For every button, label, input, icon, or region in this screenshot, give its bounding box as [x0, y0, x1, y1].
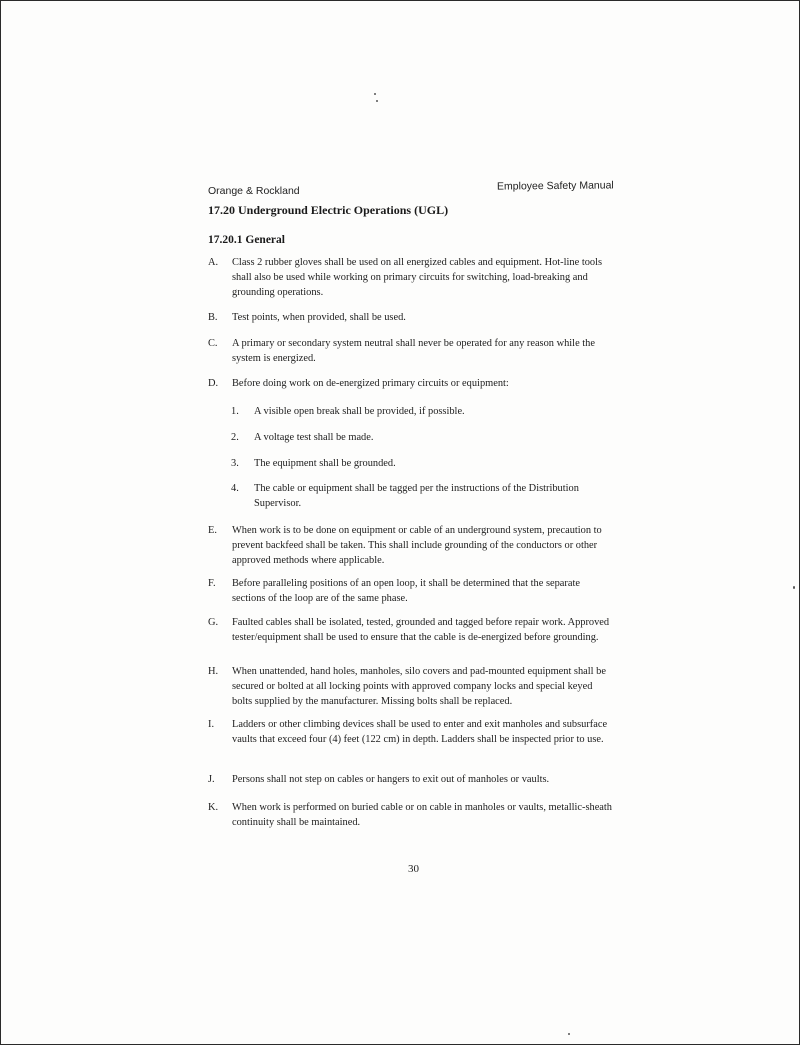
item-letter: J.	[208, 774, 215, 785]
header-manual-title: Employee Safety Manual	[496, 179, 614, 193]
item-letter: H.	[208, 666, 219, 677]
item-letter: C.	[208, 338, 218, 349]
subitem-number: 1.	[231, 406, 239, 417]
item-text: Persons shall not step on cables or hangers to exit out of manholes or vaults.	[232, 774, 550, 785]
scan-speck	[376, 100, 378, 102]
item-letter: I.	[208, 719, 215, 730]
item-letter: D.	[208, 378, 219, 389]
scan-speck	[374, 93, 376, 95]
subitem-text: A visible open break shall be provided, if possible.	[254, 406, 465, 417]
header-organization: Orange & Rockland	[208, 185, 300, 197]
item-letter: B.	[208, 312, 218, 323]
subitem-text: A voltage test shall be made.	[254, 432, 374, 443]
item-letter: A.	[208, 257, 219, 268]
item-text: Before paralleling positions of an open loop, it shall be determined that the separate sections of the loop are of the same phase.	[232, 578, 580, 604]
subitem-number: 2.	[231, 432, 239, 443]
section-title: 17.20 Underground Electric Operations (UGL)	[208, 203, 449, 217]
scan-speck	[568, 1033, 570, 1035]
item-letter: E.	[208, 525, 217, 536]
item-text: Before doing work on de-energized primary circuits or equipment:	[232, 378, 509, 389]
item-letter: F.	[208, 578, 216, 589]
item-text: Faulted cables shall be isolated, tested, grounded and tagged before repair work. Approved tester/equipment shall be used to ensure that the cable is de-energized before grounding.	[232, 617, 610, 643]
item-text: When work is performed on buried cable or on cable in manholes or vaults, metallic-sheath continuity shall be maintained.	[232, 802, 612, 828]
subitem-text: The equipment shall be grounded.	[254, 458, 396, 469]
item-text: When unattended, hand holes, manholes, silo covers and pad-mounted equipment shall be secured or bolted at all locking points with approved company locks and special keyed bolts supplied by the manufacturer. Missing bolts shall be replaced.	[232, 666, 606, 707]
item-letter: G.	[208, 617, 219, 628]
item-text: Class 2 rubber gloves shall be used on all energized cables and equipment. Hot-line tools shall also be used while working on primary circuits for switching, load-breaking and grounding operations.	[232, 257, 603, 298]
item-text: When work is to be done on equipment or cable of an underground system, precaution to prevent backfeed shall be taken. This shall include grounding of the conductors or other approved methods where applicable.	[232, 525, 602, 566]
subitem-text: The cable or equipment shall be tagged per the instructions of the Distribution Supervisor.	[254, 483, 579, 509]
item-letter: K.	[208, 802, 219, 813]
subsection-title: 17.20.1 General	[208, 234, 285, 246]
subitem-number: 4.	[231, 483, 239, 494]
item-text: Test points, when provided, shall be used.	[232, 312, 406, 323]
scan-speck	[793, 586, 795, 589]
page-number: 30	[408, 863, 419, 875]
item-text: A primary or secondary system neutral shall never be operated for any reason while the system is energized.	[232, 338, 595, 364]
subitem-number: 3.	[231, 458, 239, 469]
item-text: Ladders or other climbing devices shall be used to enter and exit manholes and subsurface vaults that exceed four (4) feet (122 cm) in depth. Ladders shall be inspected prior to use.	[232, 719, 608, 745]
